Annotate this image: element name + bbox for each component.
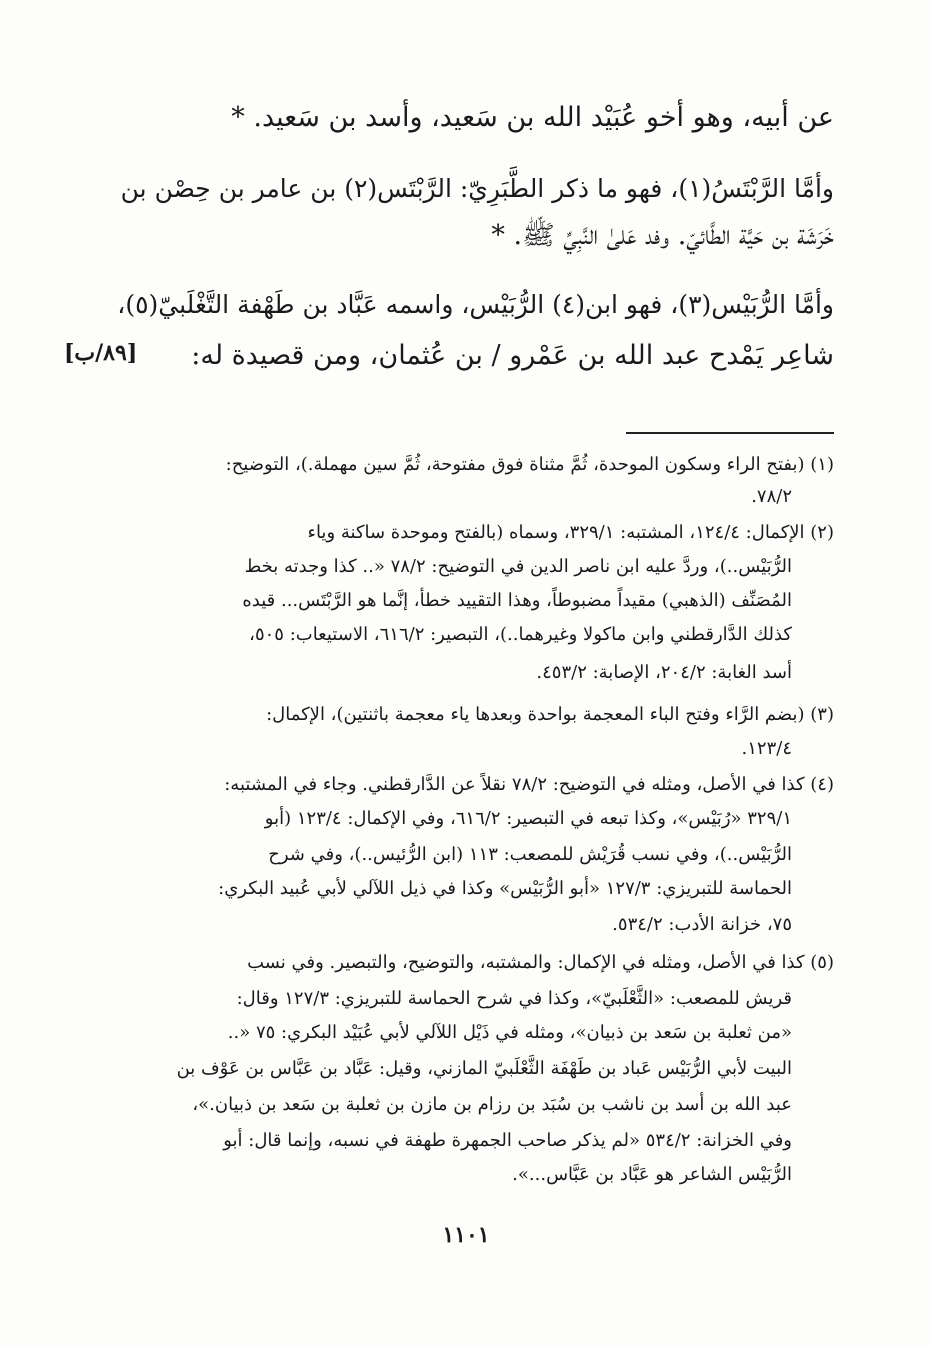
folio-mark: [٨٩/ب]: [64, 340, 138, 366]
footnote-5-line-3: «من ثعلبة بن سَعد بن ذبيان»، ومثله في ذَيْل اللآلي لأبي عُبَيْد البكري: ٧٥ «..: [227, 1022, 792, 1043]
footnote-2-line-5: أسد الغابة: ٢٠٤/٢، الإصابة: ٤٥٣/٢.: [536, 662, 792, 683]
footnote-1-line-2: ٧٨/٢.: [751, 486, 792, 507]
main-line-2: وأمَّا الرَّبْتَسُ(١)، فهو ما ذكر الطَّبَرِيّ: الرَّبْتَس(٢) بن عامر بن حِصْن بن: [120, 174, 834, 203]
footnote-3-line-1: (٣) (بضم الرَّاء وفتح الباء المعجمة بواحدة وبعدها ياء معجمة باثنتين)، الإكمال:: [266, 704, 834, 725]
footnote-2-line-1: (٢) الإكمال: ١٢٤/٤، المشتبه: ٣٢٩/١، وسماه (بالفتح وموحدة ساكنة وياء: [307, 522, 834, 543]
footnote-5-line-7: الرُّبَيْس الشاعر هو عَبَّاد بن عَبَّاس...».: [512, 1164, 792, 1185]
main-line-1: عن أبيه، وهو أخو عُبَيْد الله بن سَعيد، وأسد بن سَعيد. *: [231, 102, 834, 133]
footnote-1-line-1: (١) (بفتح الراء وسكون الموحدة، ثُمَّ مثناة فوق مفتوحة، ثُمَّ سين مهملة.)، التوضيح:: [225, 454, 834, 475]
footnote-4-line-5: ٧٥، خزانة الأدب: ٥٣٤/٢.: [612, 914, 792, 935]
main-line-5: شاعِر يَمْدح عبد الله بن عَمْرو / بن عُثمان، ومن قصيدة له:: [191, 340, 834, 371]
footnote-4-line-2: ٣٢٩/١ «رُبَيْس»، وكذا تبعه في التبصير: ٦١٦/٢، وفي الإكمال: ١٢٣/٤ (أبو: [264, 808, 792, 829]
page-number: ١١٠١: [442, 1222, 490, 1248]
footnote-5-line-4: البيت لأبي الرُّبَيْس عَباد بن طَهْفَة الثَّعْلَبيّ المازني، وقيل: عَبَّاد بن عَبَّاس بن عَوْف بن: [176, 1058, 792, 1079]
footnote-4-line-1: (٤) كذا في الأصل، ومثله في التوضيح: ٧٨/٢ نقلاً عن الدَّارقطني. وجاء في المشتبه:: [224, 774, 834, 795]
main-line-3: خَرَشَة بن حَيَّة الطَّائيّ. وفد عَلىٰ النَّبِيِّ ﷺ. *: [491, 220, 834, 251]
footnote-2-line-2: الرُّبَيْس..)، وردَّ عليه ابن ناصر الدين في التوضيح: ٧٨/٢ «.. كذا وجدته بخط: [244, 556, 792, 577]
footnote-separator: [626, 432, 834, 434]
footnote-2-line-4: كذلك الدَّارقطني وابن ماكولا وغيرهما..)، التبصير: ٦١٦/٢، الاستيعاب: ٥٠٥،: [249, 624, 792, 645]
footnote-5-line-5: عبد الله بن أسد بن ناشب بن سُبَد بن رزام بن مازن بن ثعلبة بن سَعد بن ذبيان.»،: [192, 1094, 792, 1115]
footnote-2-line-3: المُصَنِّف (الذهبي) مقيداً مضبوطاً، وهذا التقييد خطأ، إنَّما هو الرَّبْتَس... قيده: [242, 590, 792, 611]
footnote-3-line-2: ١٢٣/٤.: [741, 738, 792, 759]
main-line-4: وأمَّا الرُّبَيْس(٣)، فهو ابن(٤) الرُّبَيْس، واسمه عَبَّاد بن طَهْفة التَّغْلَبيّ(٥)،: [117, 290, 834, 319]
footnote-4-line-4: الحماسة للتبريزي: ١٢٧/٣ «أبو الرُّبَيْس» وكذا في ذيل اللآلي لأبي عُبيد البكري:: [218, 878, 792, 899]
footnote-5-line-1: (٥) كذا في الأصل، ومثله في الإكمال: والمشتبه، والتوضيح، والتبصير. وفي نسب: [247, 952, 834, 973]
footnote-5-line-2: قريش للمصعب: «الثَّعْلَبيّ»، وكذا في شرح الحماسة للتبريزي: ١٢٧/٣ وقال:: [236, 988, 792, 1009]
footnote-4-line-3: الرُّبَيْس..)، وفي نسب قُرَيْش للمصعب: ١١٣ (ابن الرُّئيس..)، وفي شرح: [268, 844, 792, 865]
footnote-5-line-6: وفي الخزانة: ٥٣٤/٢ «لم يذكر صاحب الجمهرة طهفة في نسبه، وإنما قال: أبو: [223, 1130, 792, 1151]
